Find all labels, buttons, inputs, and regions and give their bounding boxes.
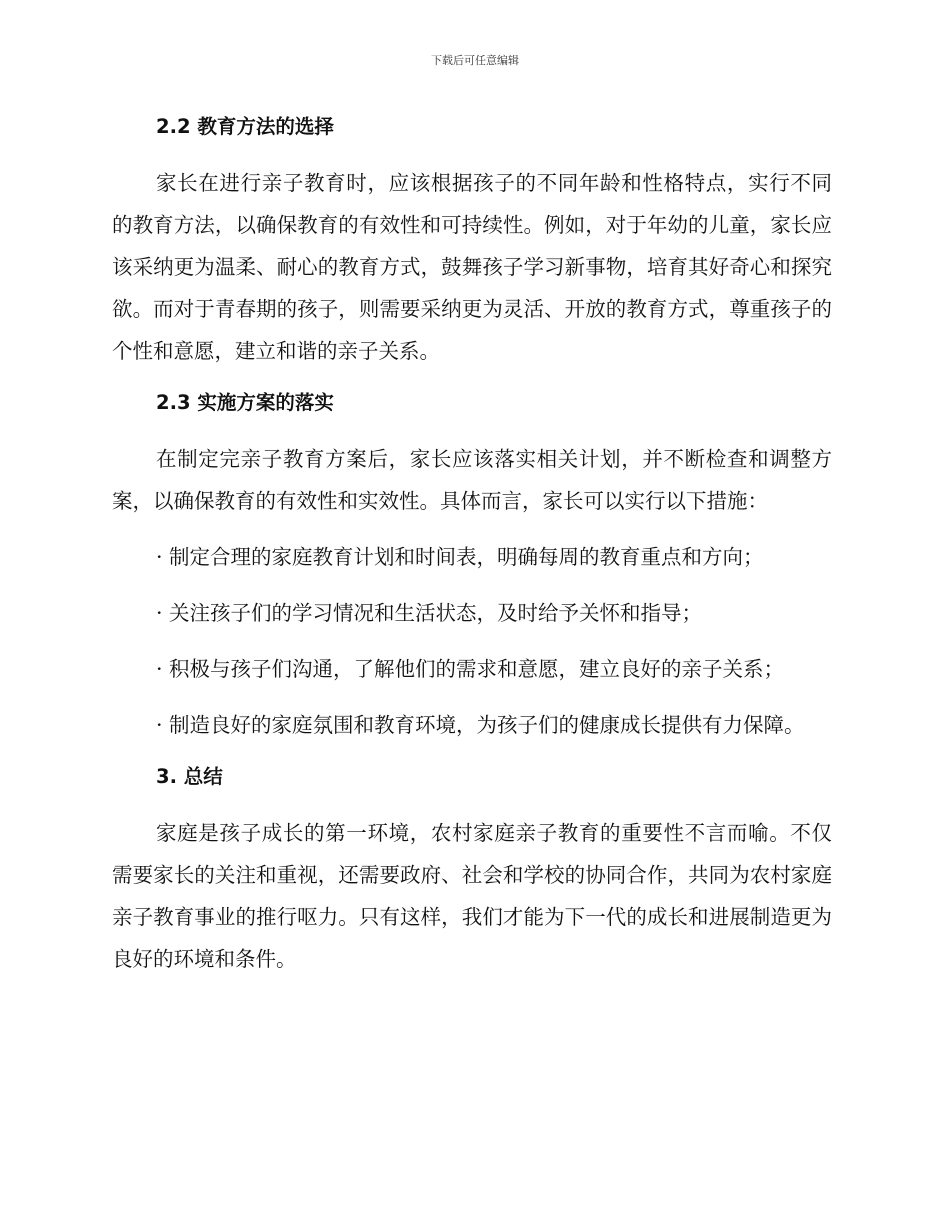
section-2-3-paragraph: 在制定完亲子教育方案后，家长应该落实相关计划，并不断检查和调整方案，以确保教育的有效性和实效性。具体而言，家长可以实行以下措施： — [112, 447, 832, 513]
bullet-item: · 积极与孩子们沟通，了解他们的需求和意愿，建立良好的亲子关系； — [156, 657, 785, 681]
section-heading-2-2: 2.2 教育方法的选择 — [156, 115, 334, 138]
page-header: 下载后可任意编辑 — [431, 54, 519, 67]
bullet-item: · 制定合理的家庭教育计划和时间表，明确每周的教育重点和方向； — [156, 545, 764, 569]
section-heading-3: 3. 总结 — [156, 765, 223, 788]
document-body — [112, 110, 832, 980]
section-heading-2-3: 2.3 实施方案的落实 — [156, 391, 334, 414]
bullet-item: · 关注孩子们的学习情况和生活状态，及时给予关怀和指导； — [156, 601, 703, 625]
section-2-2-paragraph: 家长在进行亲子教育时，应该根据孩子的不同年龄和性格特点，实行不同的教育方法，以确保教育的有效性和可持续性。例如，对于年幼的儿童，家长应该采纳更为温柔、耐心的教育方式，鼓舞孩子学习新事物，培育其好奇心和探究欲。而对于青春期的孩子，则需要采纳更为灵活、开放的教育方式，尊重孩子的个性和意愿，建立和谐的亲子关系。 — [112, 171, 832, 363]
bullet-item: · 制造良好的家庭氛围和教育环境，为孩子们的健康成长提供有力保障。 — [156, 713, 805, 737]
section-3-paragraph: 家庭是孩子成长的第一环境，农村家庭亲子教育的重要性不言而喻。不仅需要家长的关注和重视，还需要政府、社会和学校的协同合作，共同为农村家庭亲子教育事业的推行呕力。只有这样，我们才能为下一代的成长和进展制造更为良好的环境和条件。 — [112, 821, 832, 971]
